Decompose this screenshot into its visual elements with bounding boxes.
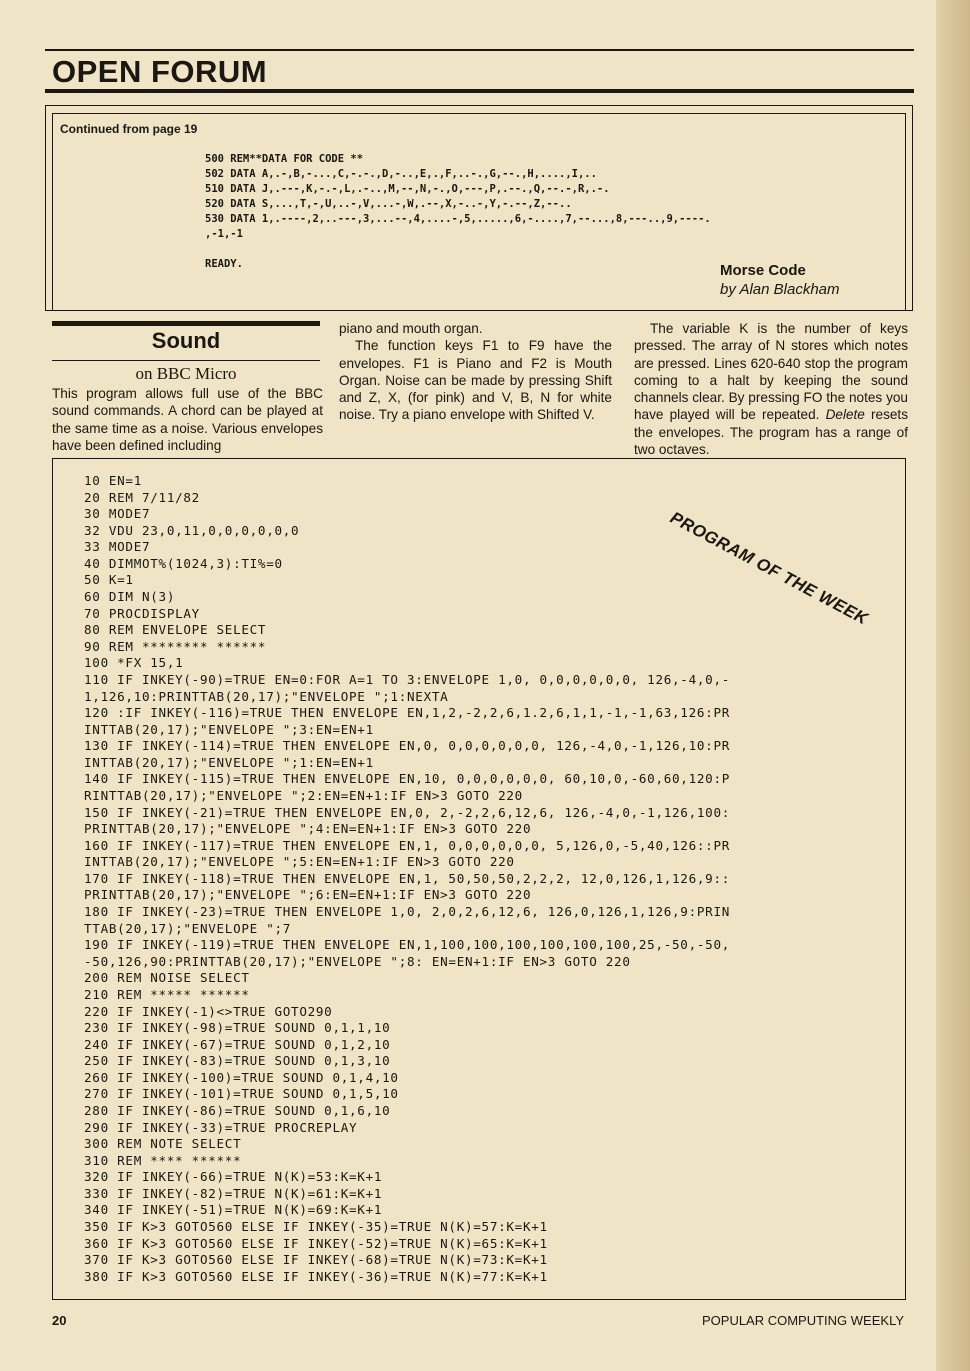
code-line: 1,126,10:PRINTTAB(20,17);"ENVELOPE ";1:NEXTA	[84, 688, 449, 704]
code-line: 130 IF INKEY(-114)=TRUE THEN ENVELOPE EN,0, 0,0,0,0,0,0, 126,-4,0,-1,126,10:PR	[84, 738, 731, 754]
sound-title: Sound	[151, 328, 221, 353]
code-line: 280 IF INKEY(-86)=TRUE SOUND 0,1,6,10	[84, 1102, 391, 1118]
header-top-rule	[45, 49, 914, 51]
code-line: 502 DATA A,.-,B,-...,C,-.-.,D,-..,E,.,F,..-.,G,--.,H,....,I,..	[205, 168, 597, 180]
code-line: ,-1,-1	[205, 228, 243, 240]
code-line: 350 IF K>3 GOTO560 ELSE IF INKEY(-35)=TRUE N(K)=57:K=K+1	[84, 1219, 548, 1235]
morse-author: by Alan Blackham	[720, 281, 840, 298]
code-line: 33 MODE7	[84, 539, 151, 555]
code-line: INTTAB(20,17);"ENVELOPE ";3:EN=EN+1	[84, 721, 374, 737]
code-line: INTTAB(20,17);"ENVELOPE ";5:EN=EN+1:IF EN>3 GOTO 220	[84, 854, 515, 870]
morse-title: Morse Code	[720, 262, 806, 279]
page-edge-shadow	[936, 0, 970, 1371]
sound-subtitle: on BBC Micro	[135, 364, 237, 383]
continued-label: Continued from page 19	[60, 122, 198, 136]
code-line: RINTTAB(20,17);"ENVELOPE ";2:EN=EN+1:IF EN>3 GOTO 220	[84, 787, 523, 803]
code-line: 230 IF INKEY(-98)=TRUE SOUND 0,1,1,10	[84, 1020, 391, 1036]
morse-code-listing	[205, 152, 711, 272]
code-line: 60 DIM N(3)	[84, 589, 176, 605]
code-line: 220 IF INKEY(-1)<>TRUE GOTO290	[84, 1003, 333, 1019]
code-line: -50,126,90:PRINTTAB(20,17);"ENVELOPE ";8: EN=EN+1:IF EN>3 GOTO 220	[84, 953, 631, 969]
code-line: 90 REM ******** ******	[84, 638, 267, 654]
code-line: 170 IF INKEY(-118)=TRUE THEN ENVELOPE EN,1, 50,50,50,2,2,2, 12,0,126,1,126,9::	[84, 870, 731, 886]
program-of-the-week-badge: PROGRAM OF THE WEEK	[667, 508, 872, 629]
sound-column-3	[634, 320, 908, 458]
code-line: 510 DATA J,.---,K,-.-,L,.-..,M,--,N,-.,O,---,P,.--.,Q,--.-,R,.-.	[205, 183, 610, 195]
code-line: 360 IF K>3 GOTO560 ELSE IF INKEY(-52)=TRUE N(K)=65:K=K+1	[84, 1235, 548, 1251]
code-line: 300 REM NOTE SELECT	[84, 1136, 242, 1152]
code-line: 140 IF INKEY(-115)=TRUE THEN ENVELOPE EN,10, 0,0,0,0,0,0, 60,10,0,-60,60,120:P	[84, 771, 731, 787]
code-line: 100 *FX 15,1	[84, 655, 184, 671]
sound-column-1	[52, 385, 323, 454]
code-line: 200 REM NOISE SELECT	[84, 970, 250, 986]
column-2-text: The function keys F1 to F9 have the envelopes. F1 is Piano and F2 is Mouth Organ. Noise can be made by pressing Shift and Z, X, (for pink) and V, B, N for white noise. Try a piano envelope with Shifted V.	[339, 338, 612, 423]
code-line: PRINTTAB(20,17);"ENVELOPE ";6:EN=EN+1:IF EN>3 GOTO 220	[84, 887, 532, 903]
code-line: 50 K=1	[84, 572, 134, 588]
code-line: 40 DIMMOT%(1024,3):TI%=0	[84, 555, 283, 571]
sound-top-rule	[52, 321, 320, 326]
page-number: 20	[52, 1313, 67, 1328]
column-3-text	[634, 320, 908, 458]
code-line: 20 REM 7/11/82	[84, 489, 200, 505]
section-title: OPEN FORUM	[52, 54, 268, 89]
code-line: 320 IF INKEY(-66)=TRUE N(K)=53:K=K+1	[84, 1169, 383, 1185]
program-listing	[84, 473, 730, 1285]
code-line: TTAB(20,17);"ENVELOPE ";7	[84, 920, 292, 936]
code-line: 10 EN=1	[84, 473, 142, 488]
code-line: 210 REM ***** ******	[84, 986, 250, 1002]
code-line: 340 IF INKEY(-51)=TRUE N(K)=69:K=K+1	[84, 1202, 383, 1218]
code-line: 110 IF INKEY(-90)=TRUE EN=0:FOR A=1 TO 3:ENVELOPE 1,0, 0,0,0,0,0,0, 126,-4,0,-	[84, 671, 731, 687]
code-line: 250 IF INKEY(-83)=TRUE SOUND 0,1,3,10	[84, 1053, 391, 1069]
column-1-text: This program allows full use of the BBC sound commands. A chord can be played at the same time as a noise. Various envelopes have been defined including	[52, 386, 323, 453]
code-line: 160 IF INKEY(-117)=TRUE THEN ENVELOPE EN,1, 0,0,0,0,0,0, 5,126,0,-5,40,126::PR	[84, 837, 731, 853]
code-line: 260 IF INKEY(-100)=TRUE SOUND 0,1,4,10	[84, 1069, 399, 1085]
code-line: 530 DATA 1,.----,2,..---,3,...--,4,....-,5,.....,6,-....,7,--...,8,---..,9,----.	[205, 213, 711, 225]
column-3-text-b: resets the envelopes. The program has a range of two octaves.	[634, 407, 909, 458]
code-line: 270 IF INKEY(-101)=TRUE SOUND 0,1,5,10	[84, 1086, 399, 1102]
code-line: 32 VDU 23,0,11,0,0,0,0,0,0	[84, 522, 300, 538]
code-line: READY.	[205, 258, 243, 270]
code-line: 520 DATA S,...,T,-,U,..-,V,...-,W,.--,X,-..-,Y,-.--,Z,--..	[205, 198, 572, 210]
code-line: 150 IF INKEY(-21)=TRUE THEN ENVELOPE EN,0, 2,-2,2,6,12,6, 126,-4,0,-1,126,100:	[84, 804, 731, 820]
code-line: 80 REM ENVELOPE SELECT	[84, 622, 267, 638]
column-3-text-a: The variable K is the number of keys pressed. The array of N stores which notes are pressed. Lines 620-640 stop the program coming to a halt by keeping the sound channels clear. By pressing FO the notes you have played will be repeated.	[634, 321, 908, 423]
code-line: 240 IF INKEY(-67)=TRUE SOUND 0,1,2,10	[84, 1036, 391, 1052]
sound-column-2	[339, 320, 612, 424]
header-bottom-rule	[45, 89, 914, 93]
code-line: 290 IF INKEY(-33)=TRUE PROCREPLAY	[84, 1119, 358, 1135]
code-line	[205, 242, 711, 257]
code-line: 500 REM**DATA FOR CODE **	[205, 153, 364, 165]
sound-mid-rule	[52, 360, 320, 361]
code-line: 370 IF K>3 GOTO560 ELSE IF INKEY(-68)=TRUE N(K)=73:K=K+1	[84, 1252, 548, 1268]
column-3-emphasis: Delete	[825, 407, 865, 423]
column-2-lead: piano and mouth organ.	[339, 321, 483, 336]
code-line: 190 IF INKEY(-119)=TRUE THEN ENVELOPE EN,1,100,100,100,100,100,100,25,-50,-50,	[84, 937, 731, 953]
code-line: 180 IF INKEY(-23)=TRUE THEN ENVELOPE 1,0, 2,0,2,6,12,6, 126,0,126,1,126,9:PRIN	[84, 904, 731, 920]
code-line: INTTAB(20,17);"ENVELOPE ";1:EN=EN+1	[84, 754, 374, 770]
code-line: 310 REM **** ******	[84, 1152, 242, 1168]
publication-name: POPULAR COMPUTING WEEKLY	[701, 1313, 904, 1328]
code-line: 120 :IF INKEY(-116)=TRUE THEN ENVELOPE EN,1,2,-2,2,6,1.2,6,1,1,-1,-1,63,126:PR	[84, 705, 731, 721]
code-line: 330 IF INKEY(-82)=TRUE N(K)=61:K=K+1	[84, 1185, 383, 1201]
code-line: 30 MODE7	[84, 506, 151, 522]
code-line: 380 IF K>3 GOTO560 ELSE IF INKEY(-36)=TRUE N(K)=77:K=K+1	[84, 1268, 548, 1284]
code-line: 70 PROCDISPLAY	[84, 605, 200, 621]
code-line: PRINTTAB(20,17);"ENVELOPE ";4:EN=EN+1:IF EN>3 GOTO 220	[84, 821, 532, 837]
